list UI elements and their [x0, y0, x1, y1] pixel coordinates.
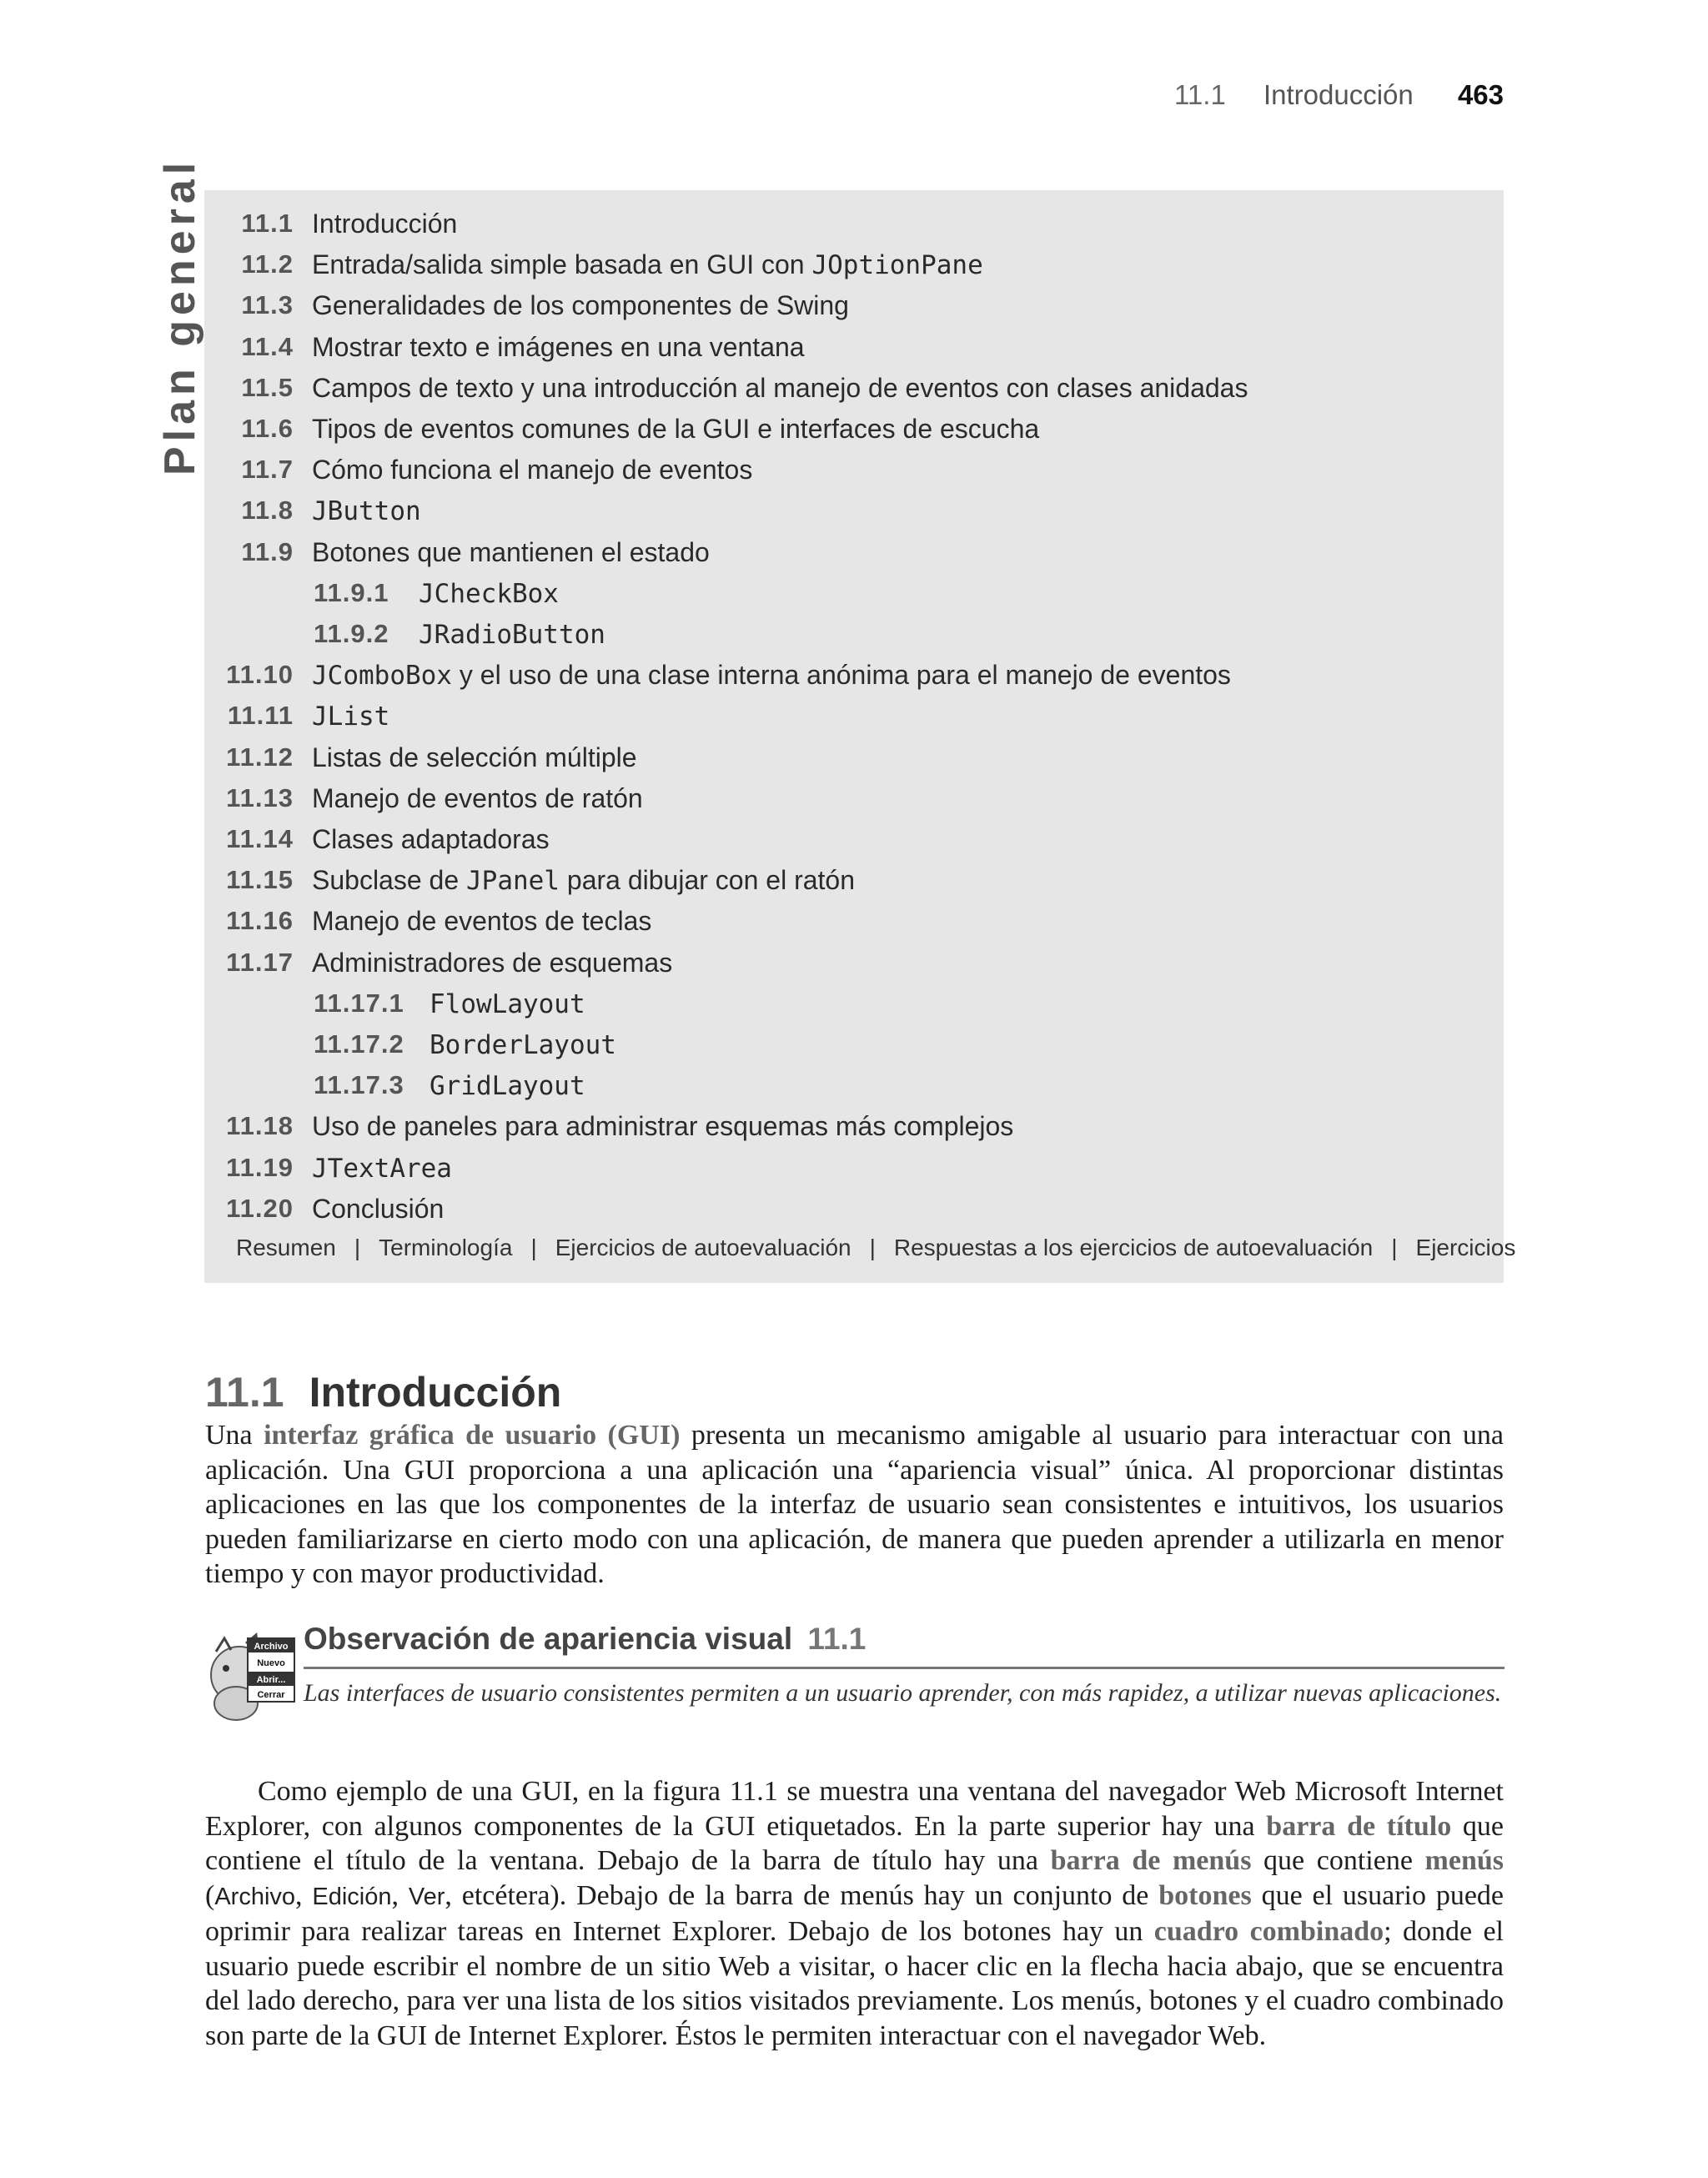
- paragraph-text: que contiene el título de la ventana. Debajo de la barra de título hay una: [205, 1810, 1504, 1876]
- menu-name: Archivo: [214, 1883, 296, 1910]
- outline-entry-title: [312, 204, 457, 243]
- running-head-title: Introducción: [1263, 79, 1414, 110]
- outline-entry-number: 11.17.2: [314, 1029, 404, 1059]
- outline-entry-number: 11.7: [241, 455, 294, 484]
- outline-entry-code: JComboBox: [312, 661, 452, 691]
- key-term: menús: [1424, 1845, 1505, 1876]
- icon-menu-abrir: Abrir...: [256, 1675, 286, 1685]
- outline-entry-title: [312, 656, 1231, 695]
- outline-entry-text: Uso de paneles para administrar esquemas más complejos: [312, 1111, 1014, 1141]
- outline-entry-code: JList: [312, 702, 390, 732]
- observation-rule: [304, 1667, 1505, 1669]
- outline-entry-title: [312, 738, 637, 777]
- outline-entry-code: GridLayout: [430, 1071, 585, 1101]
- outline-entry-text: Mostrar texto e imágenes en una ventana: [312, 332, 805, 362]
- outline-entry-code: FlowLayout: [430, 989, 585, 1019]
- intro-lead: Una: [205, 1420, 264, 1451]
- end-matter-separator: |: [354, 1235, 361, 1260]
- outline-entry-title: [430, 1066, 585, 1105]
- end-matter-item: Resumen: [236, 1235, 336, 1260]
- key-term-gui: interfaz gráfica de usuario (GUI): [264, 1420, 681, 1451]
- paragraph-text: (: [205, 1879, 215, 1911]
- observation-text: Las interfaces de usuario consistentes permiten a un usuario aprender, con más rapidez, a utilizar nuevas aplicaciones.: [304, 1679, 1502, 1707]
- outline-entry-number: 11.18: [226, 1111, 294, 1140]
- end-matter-item: Terminología: [379, 1235, 513, 1260]
- icon-menu-archivo: Archivo: [254, 1642, 289, 1652]
- intro-paragraph: [205, 1418, 1504, 1592]
- outline-entry-text: Manejo de eventos de teclas: [312, 906, 652, 936]
- outline-entry-number: 11.9.1: [314, 578, 389, 607]
- outline-entry-text: Subclase de: [312, 865, 467, 895]
- outline-entry-text: Generalidades de los componentes de Swing: [312, 290, 849, 320]
- outline-entry-number: 11.10: [226, 660, 294, 689]
- outline-entry-number: 11.13: [226, 783, 294, 812]
- outline-entry-text: Listas de selección múltiple: [312, 742, 637, 772]
- paragraph-text: Como ejemplo de una GUI, en la figura 11.1 se muestra una ventana del navegador Web Microsoft Internet Explorer, con algunos componentes de la GUI etiquetados. En la parte superior hay una: [205, 1776, 1504, 1842]
- paragraph-text: , etcétera). Debajo de la barra de menús hay un conjunto de: [445, 1879, 1159, 1911]
- outline-entry-number: 11.11: [227, 701, 294, 730]
- outline-entry-text: Campos de texto y una introducción al manejo de eventos con clases anidadas: [312, 373, 1248, 403]
- outline-entry-number: 11.19: [226, 1153, 294, 1182]
- outline-entry-text: Entrada/salida simple basada en GUI con: [312, 249, 812, 279]
- outline-entry-title: [312, 820, 550, 858]
- outline-entry-title: [312, 450, 752, 489]
- icon-menu-cerrar: Cerrar: [257, 1690, 285, 1700]
- section-title: Introducción: [309, 1369, 562, 1416]
- key-term: barra de menús: [1050, 1845, 1252, 1876]
- menu-name: Edición: [312, 1883, 392, 1910]
- outline-entry-text: Administradores de esquemas: [312, 948, 673, 978]
- outline-entry-code: JRadioButton: [419, 620, 605, 650]
- outline-entry-title: [312, 861, 855, 900]
- outline-entry-code: JOptionPane: [811, 250, 983, 280]
- running-head-section: 11.1: [1174, 79, 1226, 110]
- outline-entry-number: 11.6: [241, 414, 294, 443]
- end-matter-separator: |: [869, 1235, 876, 1260]
- outline-entry-text: para dibujar con el ratón: [560, 865, 855, 895]
- outline-entry-number: 11.1: [241, 209, 294, 238]
- outline-entry-number: 11.9.2: [314, 619, 389, 648]
- outline-entry-title: [312, 902, 651, 940]
- outline-entry-title: [312, 328, 805, 366]
- outline-entry-text: Clases adaptadoras: [312, 824, 550, 854]
- end-matter-item: Ejercicios: [1415, 1235, 1516, 1260]
- outline-entry-title: [312, 286, 849, 324]
- page-number: 463: [1457, 79, 1504, 110]
- gui-example-paragraph: [205, 1774, 1504, 2053]
- outline-entry-number: 11.17.3: [314, 1070, 404, 1099]
- key-term: botones: [1158, 1879, 1252, 1911]
- paragraph-text: ,: [391, 1879, 409, 1911]
- menu-name: Ver: [408, 1883, 445, 1910]
- intro-rest: presenta un mecanismo amigable al usuario para interactuar con una aplicación. Una GUI proporciona a una aplicación una “apariencia visual” única. Al proporcionar distintas aplicaciones en las que los componentes de la interfaz de usuario sean consistentes e intuitivos, los usuarios pueden familiarizarse en cierto modo con una aplicación, de manera que pueden aprender a utilizarla en menor tiempo y con mayor productividad.: [205, 1420, 1504, 1589]
- outline-entry-number: 11.4: [241, 332, 294, 361]
- outline-entry-number: 11.17: [226, 948, 294, 977]
- outline-entry-number: 11.9: [241, 537, 294, 566]
- outline-tag: Plan general: [156, 157, 204, 475]
- outline-entry-title: [419, 615, 605, 654]
- outline-entry-title: [312, 943, 672, 982]
- outline-entry-text: Tipos de eventos comunes de la GUI e interfaces de escucha: [312, 414, 1040, 444]
- key-term: barra de título: [1266, 1810, 1452, 1842]
- outline-entry-code: JPanel: [466, 866, 560, 896]
- outline-entry-title: [419, 574, 559, 613]
- outline-entry-number: 11.3: [241, 290, 294, 319]
- outline-entry-number: 11.12: [226, 742, 294, 772]
- outline-entry-title: [312, 1107, 1013, 1145]
- observation-title-text: Observación de apariencia visual: [304, 1622, 793, 1656]
- outline-entry-text: y el uso de una clase interna anónima para el manejo de eventos: [451, 660, 1231, 690]
- outline-entry-number: 11.2: [241, 249, 294, 279]
- key-term: cuadro combinado: [1153, 1916, 1384, 1947]
- outline-entry-title: [430, 984, 585, 1024]
- outline-entry-title: [430, 1025, 616, 1064]
- outline-entry-number: 11.20: [226, 1194, 294, 1223]
- outline-entry-title: [312, 1149, 452, 1188]
- outline-entry-code: BorderLayout: [430, 1030, 616, 1060]
- outline-entry-title: [312, 697, 389, 736]
- icon-menu-nuevo: Nuevo: [257, 1658, 285, 1668]
- outline-entry-code: JButton: [312, 496, 421, 526]
- outline-entry-code: JCheckBox: [419, 579, 559, 609]
- observation-number: 11.1: [807, 1622, 867, 1656]
- outline-entry-number: 11.14: [226, 824, 294, 853]
- outline-entry-text: Cómo funciona el manejo de eventos: [312, 455, 753, 485]
- outline-entry-number: 11.17.1: [314, 988, 404, 1018]
- look-and-feel-icon: [206, 1627, 296, 1727]
- outline-entry-number: 11.15: [226, 865, 294, 894]
- outline-entry-title: [312, 533, 710, 571]
- paragraph-text: que contiene: [1251, 1845, 1425, 1876]
- outline-end-matter: [236, 1235, 1515, 1261]
- end-matter-item: Respuestas a los ejercicios de autoevaluación: [893, 1235, 1374, 1260]
- end-matter-item: Ejercicios de autoevaluación: [555, 1235, 851, 1260]
- outline-entry-title: [312, 245, 983, 284]
- outline-entry-code: JTextArea: [312, 1154, 452, 1184]
- paragraph-text: ; donde el usuario puede escribir el nombre de un sitio Web a visitar, o hacer clic en la flecha hacia abajo, que se encuentra del lado derecho, para ver una lista de los sitios visitados previamente. Los menús, botones y el cuadro combinado son parte de la GUI de Internet Explorer. Éstos le permiten interactuar con el navegador Web.: [205, 1916, 1504, 2051]
- outline-entry-title: [312, 491, 421, 531]
- outline-entry-text: Botones que mantienen el estado: [312, 537, 710, 567]
- outline-entry-title: [312, 1190, 444, 1228]
- paragraph-text: ,: [295, 1879, 313, 1911]
- outline-entry-text: Conclusión: [312, 1194, 445, 1224]
- outline-entry-number: 11.8: [241, 495, 294, 525]
- running-head: [1174, 79, 1504, 111]
- outline-entry-number: 11.16: [226, 906, 294, 935]
- section-number: 11.1: [205, 1369, 284, 1416]
- outline-entry-number: 11.5: [241, 373, 294, 402]
- outline-entry-text: Introducción: [312, 209, 458, 239]
- observation-title: [304, 1622, 866, 1657]
- end-matter-separator: |: [1391, 1235, 1398, 1260]
- paragraph-text: que el usuario puede oprimir para realizar tareas en Internet Explorer. Debajo de los botones hay un: [205, 1879, 1505, 1947]
- section-heading: [205, 1368, 561, 1416]
- outline-entry-title: [312, 779, 643, 817]
- end-matter-separator: |: [530, 1235, 537, 1260]
- outline-entry-title: [312, 369, 1248, 407]
- outline-entry-text: Manejo de eventos de ratón: [312, 783, 643, 813]
- outline-entry-title: [312, 410, 1039, 448]
